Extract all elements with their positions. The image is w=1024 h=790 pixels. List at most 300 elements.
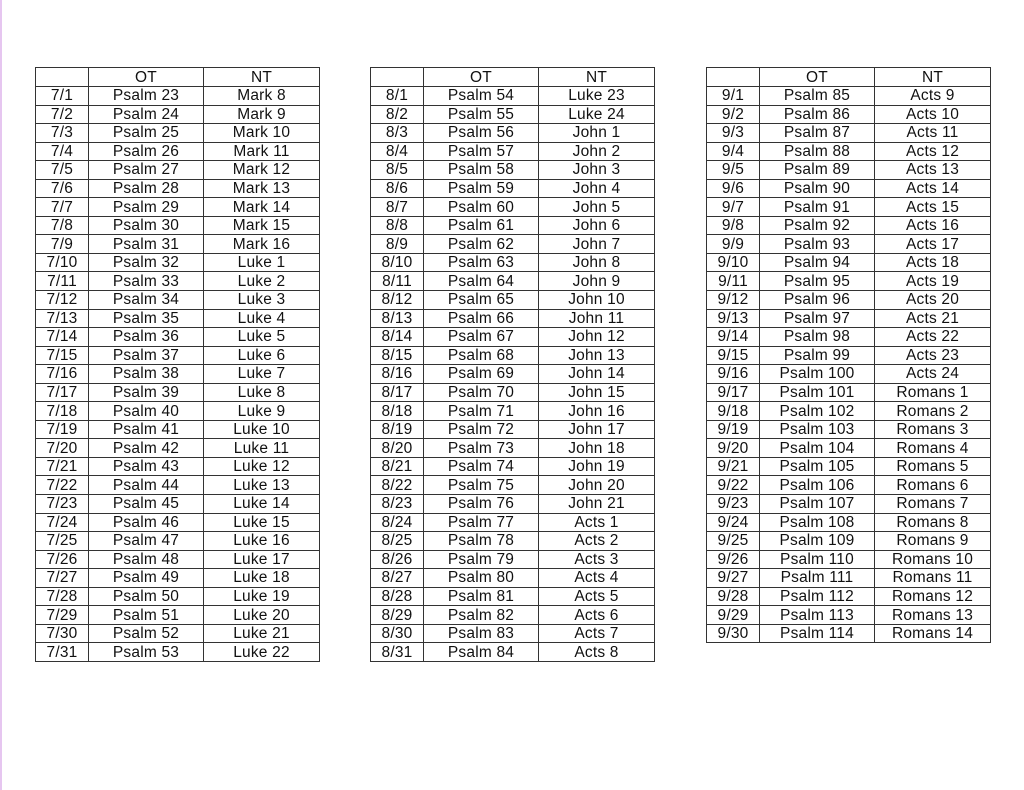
ot-reading-cell: Psalm 41 <box>89 420 204 439</box>
nt-reading-cell: Luke 23 <box>539 87 655 106</box>
table-row <box>707 569 991 588</box>
ot-reading-cell: Psalm 75 <box>424 476 539 495</box>
date-cell: 9/1 <box>707 87 760 106</box>
table-row <box>36 272 320 291</box>
nt-reading-cell: John 14 <box>539 365 655 384</box>
ot-reading-cell: Psalm 95 <box>760 272 875 291</box>
nt-reading-cell: Acts 22 <box>875 328 991 347</box>
ot-reading-cell: Psalm 83 <box>424 624 539 643</box>
table-row <box>36 624 320 643</box>
table-row <box>36 105 320 124</box>
ot-reading-cell: Psalm 109 <box>760 532 875 551</box>
nt-reading-cell: Luke 5 <box>204 328 320 347</box>
ot-reading-cell: Psalm 64 <box>424 272 539 291</box>
date-cell: 9/30 <box>707 624 760 643</box>
table-row <box>371 513 655 532</box>
date-cell: 7/8 <box>36 216 89 235</box>
date-cell: 8/1 <box>371 87 424 106</box>
ot-reading-cell: Psalm 47 <box>89 532 204 551</box>
date-cell: 8/7 <box>371 198 424 217</box>
nt-reading-cell: Acts 3 <box>539 550 655 569</box>
ot-reading-cell: Psalm 52 <box>89 624 204 643</box>
nt-reading-cell: Romans 7 <box>875 495 991 514</box>
table-row <box>707 161 991 180</box>
nt-reading-cell: Luke 15 <box>204 513 320 532</box>
nt-reading-cell: Acts 20 <box>875 291 991 310</box>
date-cell: 9/18 <box>707 402 760 421</box>
nt-reading-cell: Acts 11 <box>875 124 991 143</box>
nt-reading-cell: Romans 8 <box>875 513 991 532</box>
table-row <box>36 291 320 310</box>
date-cell: 9/16 <box>707 365 760 384</box>
nt-reading-cell: Romans 14 <box>875 624 991 643</box>
table-row <box>707 124 991 143</box>
table-row <box>707 513 991 532</box>
ot-reading-cell: Psalm 25 <box>89 124 204 143</box>
nt-reading-cell: John 20 <box>539 476 655 495</box>
ot-reading-cell: Psalm 62 <box>424 235 539 254</box>
table-row <box>707 606 991 625</box>
date-cell: 7/3 <box>36 124 89 143</box>
nt-reading-cell: Mark 9 <box>204 105 320 124</box>
date-cell: 8/21 <box>371 457 424 476</box>
nt-reading-cell: John 16 <box>539 402 655 421</box>
date-cell: 9/6 <box>707 179 760 198</box>
date-cell: 8/12 <box>371 291 424 310</box>
ot-reading-cell: Psalm 60 <box>424 198 539 217</box>
ot-reading-cell: Psalm 97 <box>760 309 875 328</box>
nt-reading-cell: Acts 12 <box>875 142 991 161</box>
date-cell: 7/21 <box>36 457 89 476</box>
nt-reading-cell: Acts 13 <box>875 161 991 180</box>
ot-reading-cell: Psalm 86 <box>760 105 875 124</box>
table-row <box>707 402 991 421</box>
table-row <box>707 253 991 272</box>
table-row <box>36 587 320 606</box>
date-cell: 9/17 <box>707 383 760 402</box>
ot-reading-cell: Psalm 31 <box>89 235 204 254</box>
nt-reading-cell: Romans 11 <box>875 569 991 588</box>
ot-reading-cell: Psalm 38 <box>89 365 204 384</box>
ot-reading-cell: Psalm 26 <box>89 142 204 161</box>
table-row <box>371 550 655 569</box>
table-row <box>371 253 655 272</box>
date-cell: 7/13 <box>36 309 89 328</box>
ot-column-header: OT <box>760 68 875 87</box>
date-cell: 9/12 <box>707 291 760 310</box>
nt-reading-cell: Romans 12 <box>875 587 991 606</box>
nt-reading-cell: Luke 3 <box>204 291 320 310</box>
ot-reading-cell: Psalm 80 <box>424 569 539 588</box>
ot-reading-cell: Psalm 103 <box>760 420 875 439</box>
date-cell: 9/14 <box>707 328 760 347</box>
nt-reading-cell: Romans 1 <box>875 383 991 402</box>
nt-reading-cell: Luke 4 <box>204 309 320 328</box>
date-cell: 7/10 <box>36 253 89 272</box>
table-header-row <box>371 68 655 87</box>
nt-reading-cell: Acts 23 <box>875 346 991 365</box>
nt-reading-cell: Mark 11 <box>204 142 320 161</box>
table-row <box>36 513 320 532</box>
date-cell: 8/29 <box>371 606 424 625</box>
date-cell: 9/27 <box>707 569 760 588</box>
table-row <box>707 235 991 254</box>
nt-reading-cell: John 3 <box>539 161 655 180</box>
table-row <box>371 606 655 625</box>
nt-reading-cell: Romans 13 <box>875 606 991 625</box>
nt-reading-cell: Luke 13 <box>204 476 320 495</box>
date-cell: 7/24 <box>36 513 89 532</box>
ot-reading-cell: Psalm 39 <box>89 383 204 402</box>
ot-reading-cell: Psalm 87 <box>760 124 875 143</box>
nt-reading-cell: Acts 15 <box>875 198 991 217</box>
table-row <box>707 272 991 291</box>
nt-reading-cell: Mark 16 <box>204 235 320 254</box>
date-cell: 9/8 <box>707 216 760 235</box>
reading-table-september <box>706 67 991 643</box>
ot-reading-cell: Psalm 68 <box>424 346 539 365</box>
table-row <box>36 142 320 161</box>
table-row <box>371 198 655 217</box>
ot-reading-cell: Psalm 94 <box>760 253 875 272</box>
date-cell: 8/24 <box>371 513 424 532</box>
nt-reading-cell: Luke 18 <box>204 569 320 588</box>
nt-reading-cell: Mark 12 <box>204 161 320 180</box>
ot-reading-cell: Psalm 33 <box>89 272 204 291</box>
table-row <box>36 365 320 384</box>
table-row <box>707 328 991 347</box>
date-cell: 8/28 <box>371 587 424 606</box>
nt-reading-cell: Acts 16 <box>875 216 991 235</box>
table-row <box>36 346 320 365</box>
ot-reading-cell: Psalm 29 <box>89 198 204 217</box>
date-cell: 9/24 <box>707 513 760 532</box>
table-row <box>707 216 991 235</box>
table-row <box>36 550 320 569</box>
ot-reading-cell: Psalm 106 <box>760 476 875 495</box>
ot-reading-cell: Psalm 63 <box>424 253 539 272</box>
nt-reading-cell: Mark 15 <box>204 216 320 235</box>
table-row <box>371 532 655 551</box>
table-row <box>707 198 991 217</box>
nt-reading-cell: Luke 10 <box>204 420 320 439</box>
ot-reading-cell: Psalm 67 <box>424 328 539 347</box>
ot-reading-cell: Psalm 92 <box>760 216 875 235</box>
date-cell: 7/12 <box>36 291 89 310</box>
ot-reading-cell: Psalm 70 <box>424 383 539 402</box>
nt-reading-cell: John 6 <box>539 216 655 235</box>
date-cell: 9/22 <box>707 476 760 495</box>
date-cell: 8/19 <box>371 420 424 439</box>
ot-reading-cell: Psalm 84 <box>424 643 539 662</box>
date-cell: 9/23 <box>707 495 760 514</box>
table-row <box>707 87 991 106</box>
ot-reading-cell: Psalm 99 <box>760 346 875 365</box>
ot-reading-cell: Psalm 89 <box>760 161 875 180</box>
nt-reading-cell: Luke 7 <box>204 365 320 384</box>
table-row <box>36 87 320 106</box>
table-row <box>36 420 320 439</box>
nt-reading-cell: John 17 <box>539 420 655 439</box>
date-cell: 8/5 <box>371 161 424 180</box>
ot-reading-cell: Psalm 81 <box>424 587 539 606</box>
nt-column-header: NT <box>539 68 655 87</box>
table-row <box>36 124 320 143</box>
date-cell: 8/30 <box>371 624 424 643</box>
nt-reading-cell: Acts 10 <box>875 105 991 124</box>
date-cell: 7/15 <box>36 346 89 365</box>
table-row <box>371 87 655 106</box>
ot-reading-cell: Psalm 113 <box>760 606 875 625</box>
table-row <box>371 272 655 291</box>
date-cell: 8/9 <box>371 235 424 254</box>
ot-reading-cell: Psalm 49 <box>89 569 204 588</box>
nt-reading-cell: Mark 8 <box>204 87 320 106</box>
date-cell: 8/26 <box>371 550 424 569</box>
date-cell: 7/30 <box>36 624 89 643</box>
table-row <box>371 161 655 180</box>
table-row <box>371 328 655 347</box>
table-row <box>371 309 655 328</box>
date-cell: 7/27 <box>36 569 89 588</box>
table-row <box>371 420 655 439</box>
table-row <box>371 587 655 606</box>
ot-reading-cell: Psalm 61 <box>424 216 539 235</box>
date-cell: 7/31 <box>36 643 89 662</box>
ot-reading-cell: Psalm 114 <box>760 624 875 643</box>
table-row <box>371 643 655 662</box>
nt-reading-cell: Mark 10 <box>204 124 320 143</box>
nt-reading-cell: Acts 19 <box>875 272 991 291</box>
table-row <box>371 142 655 161</box>
table-row <box>36 495 320 514</box>
nt-reading-cell: Luke 8 <box>204 383 320 402</box>
ot-reading-cell: Psalm 71 <box>424 402 539 421</box>
table-header-row <box>707 68 991 87</box>
nt-reading-cell: Mark 13 <box>204 179 320 198</box>
ot-reading-cell: Psalm 102 <box>760 402 875 421</box>
table-row <box>36 216 320 235</box>
table-row <box>371 179 655 198</box>
ot-reading-cell: Psalm 82 <box>424 606 539 625</box>
nt-reading-cell: Luke 21 <box>204 624 320 643</box>
date-cell: 8/8 <box>371 216 424 235</box>
ot-reading-cell: Psalm 77 <box>424 513 539 532</box>
table-row <box>707 439 991 458</box>
ot-reading-cell: Psalm 44 <box>89 476 204 495</box>
date-cell: 9/3 <box>707 124 760 143</box>
date-cell: 9/10 <box>707 253 760 272</box>
nt-reading-cell: Acts 1 <box>539 513 655 532</box>
ot-reading-cell: Psalm 51 <box>89 606 204 625</box>
ot-reading-cell: Psalm 42 <box>89 439 204 458</box>
date-cell: 9/9 <box>707 235 760 254</box>
table-row <box>36 179 320 198</box>
table-row <box>707 365 991 384</box>
ot-reading-cell: Psalm 98 <box>760 328 875 347</box>
nt-reading-cell: John 10 <box>539 291 655 310</box>
table-row <box>36 253 320 272</box>
table-row <box>371 457 655 476</box>
ot-reading-cell: Psalm 36 <box>89 328 204 347</box>
table-row <box>36 402 320 421</box>
ot-reading-cell: Psalm 73 <box>424 439 539 458</box>
ot-reading-cell: Psalm 32 <box>89 253 204 272</box>
date-cell: 9/20 <box>707 439 760 458</box>
reading-table-august <box>370 67 655 662</box>
table-row <box>36 161 320 180</box>
nt-reading-cell: Romans 2 <box>875 402 991 421</box>
ot-reading-cell: Psalm 112 <box>760 587 875 606</box>
date-cell: 7/18 <box>36 402 89 421</box>
nt-reading-cell: Luke 6 <box>204 346 320 365</box>
nt-reading-cell: Luke 1 <box>204 253 320 272</box>
table-row <box>371 291 655 310</box>
nt-reading-cell: Acts 24 <box>875 365 991 384</box>
nt-reading-cell: Romans 9 <box>875 532 991 551</box>
date-cell: 7/1 <box>36 87 89 106</box>
table-row <box>36 606 320 625</box>
date-cell: 8/22 <box>371 476 424 495</box>
nt-reading-cell: John 15 <box>539 383 655 402</box>
ot-reading-cell: Psalm 53 <box>89 643 204 662</box>
date-cell: 7/9 <box>36 235 89 254</box>
page-edge <box>0 0 2 790</box>
date-cell: 7/16 <box>36 365 89 384</box>
nt-reading-cell: Luke 24 <box>539 105 655 124</box>
nt-reading-cell: John 7 <box>539 235 655 254</box>
ot-reading-cell: Psalm 79 <box>424 550 539 569</box>
table-row <box>707 457 991 476</box>
ot-reading-cell: Psalm 78 <box>424 532 539 551</box>
nt-reading-cell: Luke 20 <box>204 606 320 625</box>
ot-reading-cell: Psalm 43 <box>89 457 204 476</box>
ot-reading-cell: Psalm 91 <box>760 198 875 217</box>
nt-reading-cell: Romans 10 <box>875 550 991 569</box>
ot-reading-cell: Psalm 104 <box>760 439 875 458</box>
ot-reading-cell: Psalm 90 <box>760 179 875 198</box>
date-cell: 9/2 <box>707 105 760 124</box>
table-row <box>371 439 655 458</box>
nt-reading-cell: John 5 <box>539 198 655 217</box>
ot-reading-cell: Psalm 107 <box>760 495 875 514</box>
nt-reading-cell: Romans 5 <box>875 457 991 476</box>
table-row <box>36 457 320 476</box>
date-cell: 9/19 <box>707 420 760 439</box>
ot-reading-cell: Psalm 28 <box>89 179 204 198</box>
nt-reading-cell: Luke 22 <box>204 643 320 662</box>
table-row <box>371 624 655 643</box>
table-row <box>371 365 655 384</box>
date-cell: 8/25 <box>371 532 424 551</box>
ot-reading-cell: Psalm 100 <box>760 365 875 384</box>
reading-table-july <box>35 67 320 662</box>
date-cell: 9/15 <box>707 346 760 365</box>
ot-reading-cell: Psalm 24 <box>89 105 204 124</box>
date-cell: 9/5 <box>707 161 760 180</box>
table-row <box>707 346 991 365</box>
table-row <box>707 587 991 606</box>
nt-reading-cell: Acts 9 <box>875 87 991 106</box>
ot-reading-cell: Psalm 58 <box>424 161 539 180</box>
nt-reading-cell: John 12 <box>539 328 655 347</box>
nt-reading-cell: Luke 9 <box>204 402 320 421</box>
table-row <box>707 105 991 124</box>
nt-reading-cell: John 8 <box>539 253 655 272</box>
table-row <box>707 495 991 514</box>
table-row <box>371 105 655 124</box>
nt-reading-cell: Acts 7 <box>539 624 655 643</box>
table-row <box>36 198 320 217</box>
date-cell: 7/26 <box>36 550 89 569</box>
table-row <box>707 624 991 643</box>
date-cell: 8/17 <box>371 383 424 402</box>
date-cell: 8/15 <box>371 346 424 365</box>
nt-reading-cell: Luke 2 <box>204 272 320 291</box>
table-row <box>371 476 655 495</box>
date-cell: 8/3 <box>371 124 424 143</box>
nt-reading-cell: John 2 <box>539 142 655 161</box>
table-row <box>707 532 991 551</box>
nt-reading-cell: Acts 5 <box>539 587 655 606</box>
table-row <box>36 643 320 662</box>
date-column-header <box>36 68 89 87</box>
date-cell: 7/23 <box>36 495 89 514</box>
table-row <box>36 532 320 551</box>
table-row <box>371 216 655 235</box>
ot-reading-cell: Psalm 37 <box>89 346 204 365</box>
ot-reading-cell: Psalm 23 <box>89 87 204 106</box>
ot-reading-cell: Psalm 48 <box>89 550 204 569</box>
nt-reading-cell: John 4 <box>539 179 655 198</box>
table-row <box>36 383 320 402</box>
ot-reading-cell: Psalm 69 <box>424 365 539 384</box>
table-row <box>707 476 991 495</box>
ot-reading-cell: Psalm 96 <box>760 291 875 310</box>
date-cell: 7/22 <box>36 476 89 495</box>
date-cell: 7/20 <box>36 439 89 458</box>
nt-reading-cell: Luke 14 <box>204 495 320 514</box>
nt-reading-cell: John 13 <box>539 346 655 365</box>
ot-reading-cell: Psalm 74 <box>424 457 539 476</box>
nt-reading-cell: Acts 2 <box>539 532 655 551</box>
nt-reading-cell: Luke 12 <box>204 457 320 476</box>
nt-reading-cell: Acts 17 <box>875 235 991 254</box>
date-cell: 8/14 <box>371 328 424 347</box>
ot-reading-cell: Psalm 55 <box>424 105 539 124</box>
table-header-row <box>36 68 320 87</box>
table-row <box>707 179 991 198</box>
table-row <box>371 402 655 421</box>
ot-reading-cell: Psalm 35 <box>89 309 204 328</box>
table-row <box>371 569 655 588</box>
date-cell: 9/11 <box>707 272 760 291</box>
ot-reading-cell: Psalm 59 <box>424 179 539 198</box>
date-cell: 7/29 <box>36 606 89 625</box>
date-cell: 8/20 <box>371 439 424 458</box>
nt-reading-cell: Acts 18 <box>875 253 991 272</box>
nt-reading-cell: Acts 4 <box>539 569 655 588</box>
date-cell: 7/28 <box>36 587 89 606</box>
nt-reading-cell: Luke 11 <box>204 439 320 458</box>
nt-reading-cell: Acts 8 <box>539 643 655 662</box>
nt-reading-cell: Romans 3 <box>875 420 991 439</box>
nt-reading-cell: Acts 14 <box>875 179 991 198</box>
nt-reading-cell: John 19 <box>539 457 655 476</box>
table-row <box>36 476 320 495</box>
ot-reading-cell: Psalm 50 <box>89 587 204 606</box>
nt-reading-cell: John 18 <box>539 439 655 458</box>
